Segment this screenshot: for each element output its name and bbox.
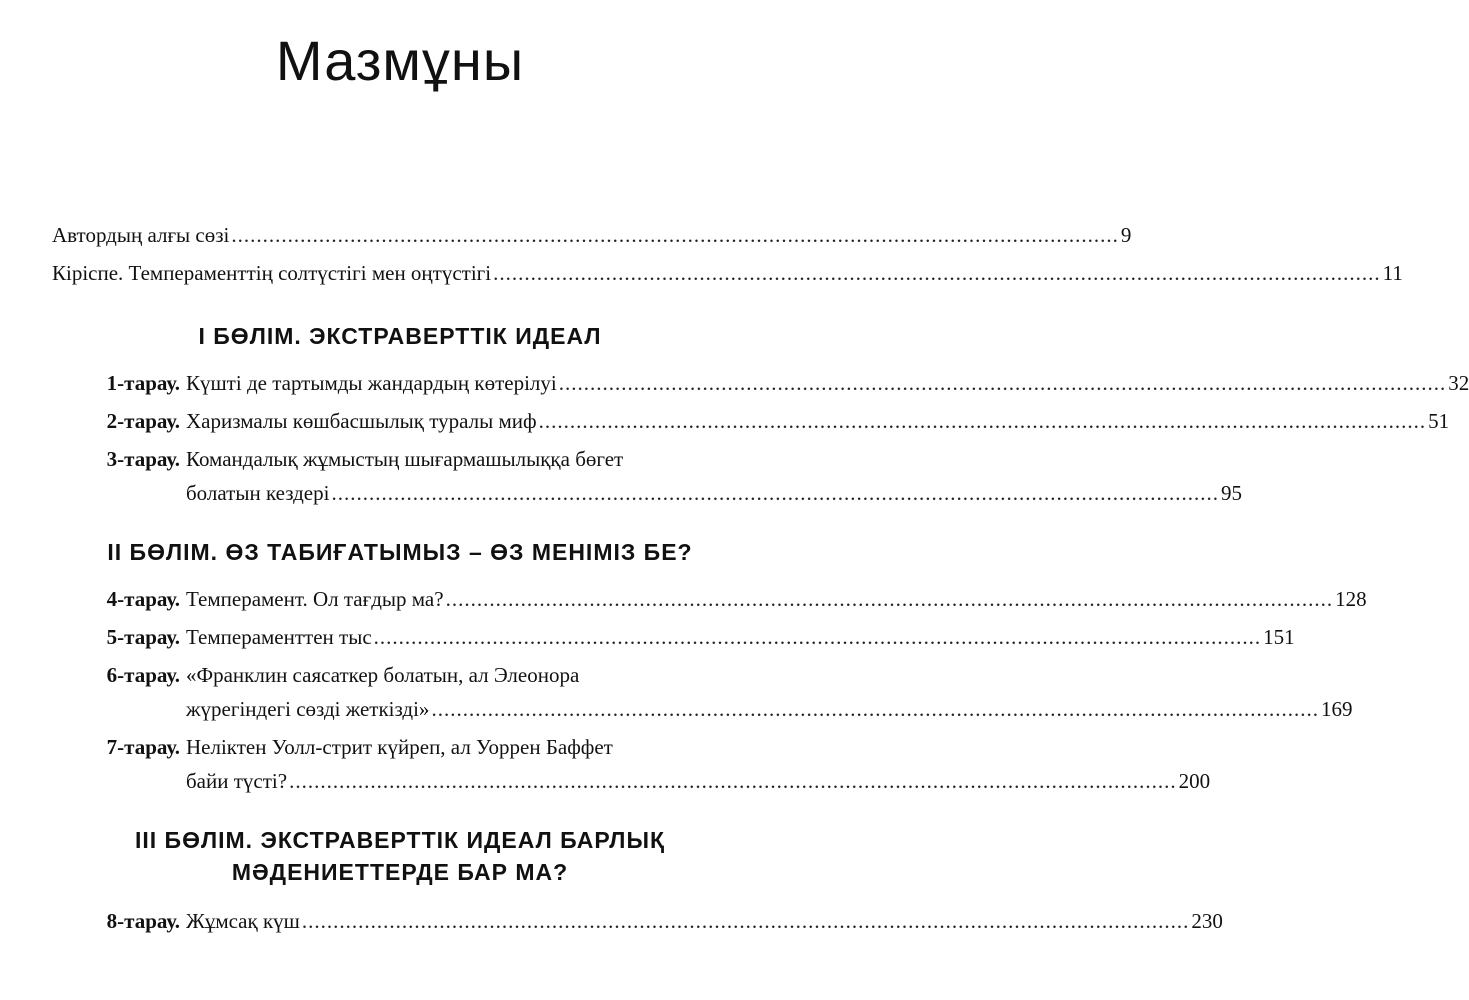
toc-page-number: 169 [1320, 697, 1353, 721]
chapter-title-continued: байи түсті? [186, 769, 288, 793]
toc-chapter-continuation[interactable] [80, 696, 1353, 722]
toc-entry[interactable] [52, 222, 1132, 248]
chapter-title: Харизмалы көшбасшылық туралы миф [186, 409, 537, 433]
chapter-label: 5-тарау. [106, 625, 180, 649]
chapter-title-continued: жүрегіндегі сөзді жеткізді» [186, 697, 430, 721]
toc-chapter-entry[interactable] [80, 446, 728, 472]
toc-chapter-entry[interactable] [80, 408, 1450, 434]
toc-chapter-entry[interactable] [80, 370, 1469, 396]
toc-entry[interactable] [52, 260, 1403, 286]
toc-page-number: 95 [1220, 481, 1242, 505]
toc-chapter-continuation[interactable] [80, 480, 1242, 506]
toc-page-number: 9 [1120, 223, 1132, 247]
chapter-label: 7-тарау. [106, 735, 180, 759]
chapter-title-continued: болатын кездері [186, 481, 330, 505]
leader-dots: .............................................................................................................................................. [431, 697, 1319, 721]
leader-dots: .............................................................................................................................................. [493, 261, 1381, 285]
toc-chapter-continuation[interactable] [80, 768, 1211, 794]
toc-entry-text: Кіріспе. Темпераменттің солтүстігі мен оңтүстігі [52, 261, 492, 285]
chapter-title: Жұмсақ күш [186, 909, 300, 933]
leader-dots: .............................................................................................................................................. [373, 625, 1262, 649]
toc-page-number: 230 [1191, 909, 1223, 933]
chapter-title: Неліктен Уолл-стрит күйреп, ал Уоррен Баффет [186, 735, 613, 759]
chapter-title: Күшті де тартымды жандардың көтерілуі [186, 371, 557, 395]
page-title: Мазмұны [275, 29, 525, 92]
toc-page-number: 200 [1178, 769, 1211, 793]
part-heading-continued: МӘДЕНИЕТТЕРДЕ БАР МА? [231, 859, 569, 885]
part-heading: I БӨЛІМ. ЭКСТРАВЕРТТІК ИДЕАЛ [198, 323, 602, 349]
toc-page-number: 51 [1428, 409, 1450, 433]
toc-chapter-entry[interactable] [80, 908, 1223, 934]
part-heading: II БӨЛІМ. ӨЗ ТАБИҒАТЫМЫЗ – ӨЗ МЕНІМІЗ БЕ? [107, 539, 693, 565]
leader-dots: .............................................................................................................................................. [301, 909, 1190, 933]
chapter-label: 6-тарау. [106, 663, 180, 687]
chapter-label: 3-тарау. [106, 447, 180, 471]
leader-dots: .............................................................................................................................................. [445, 587, 1334, 611]
leader-dots: .............................................................................................................................................. [231, 223, 1119, 247]
toc-page-number: 11 [1382, 261, 1403, 285]
part-heading: III БӨЛІМ. ЭКСТРАВЕРТТІК ИДЕАЛ БАРЛЫҚ [135, 827, 665, 853]
toc-page-number: 128 [1335, 587, 1367, 611]
toc-chapter-entry[interactable] [80, 624, 1295, 650]
leader-dots: .............................................................................................................................................. [558, 371, 1447, 395]
toc-page-number: 32 [1448, 371, 1469, 395]
chapter-title: «Франклин саясаткер болатын, ал Элеонора [186, 663, 580, 687]
toc-page-number: 151 [1263, 625, 1295, 649]
chapter-label: 4-тарау. [106, 587, 180, 611]
chapter-title: Темпераменттен тыс [186, 625, 372, 649]
chapter-title: Командалық жұмыстың шығармашылыққа бөгет [186, 447, 624, 471]
chapter-label: 8-тарау. [106, 909, 180, 933]
toc-chapter-entry[interactable] [80, 734, 728, 760]
chapter-label: 1-тарау. [106, 371, 180, 395]
toc-chapter-entry[interactable] [80, 586, 1367, 612]
leader-dots: .............................................................................................................................................. [331, 481, 1219, 505]
toc-chapter-entry[interactable] [80, 662, 728, 688]
toc-entry-text: Автордың алғы сөзі [52, 223, 230, 247]
chapter-label: 2-тарау. [106, 409, 180, 433]
chapter-title: Темперамент. Ол тағдыр ма? [186, 587, 444, 611]
leader-dots: .............................................................................................................................................. [538, 409, 1427, 433]
leader-dots: .............................................................................................................................................. [289, 769, 1177, 793]
